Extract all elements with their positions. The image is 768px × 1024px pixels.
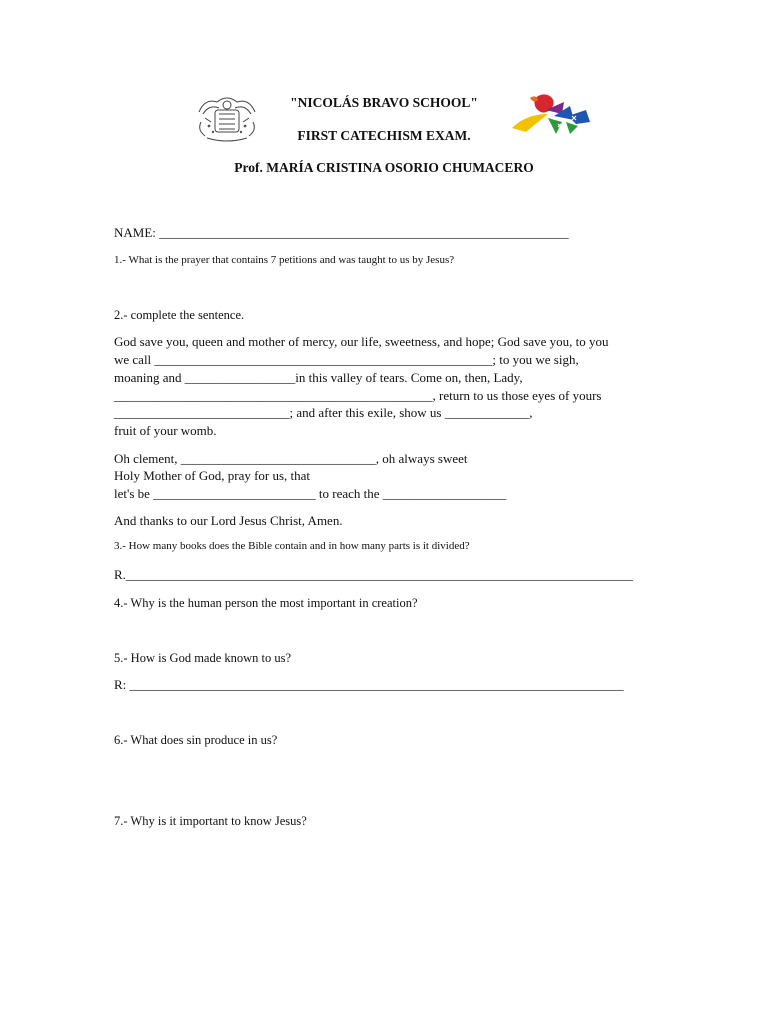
- question-5: 5.- How is God made known to us?: [114, 651, 292, 665]
- answer-3-line[interactable]: R.______________________________________________________________________________: [114, 567, 633, 582]
- prayer-line-5[interactable]: ___________________________; and after this exile, show us _____________,: [114, 405, 533, 420]
- prayer-line-2[interactable]: we call ____________________________________________________; to you we sigh,: [114, 352, 579, 367]
- teacher-name: Prof. MARÍA CRISTINA OSORIO CHUMACERO: [234, 160, 534, 175]
- question-7: 7.- Why is it important to know Jesus?: [114, 814, 307, 828]
- exam-title: FIRST CATECHISM EXAM.: [297, 128, 471, 143]
- prayer-line-4[interactable]: _________________________________________________, return to us those eyes of yours: [114, 388, 602, 403]
- question-4: 4.- Why is the human person the most important in creation?: [114, 596, 418, 610]
- answer-5-line[interactable]: R: ____________________________________________________________________________: [114, 677, 624, 692]
- question-3: 3.- How many books does the Bible contain and in how many parts is it divided?: [114, 540, 470, 552]
- question-2: 2.- complete the sentence.: [114, 308, 245, 322]
- prayer-line-6: fruit of your womb.: [114, 423, 217, 438]
- prayer-line-3[interactable]: moaning and _________________in this valley of tears. Come on, then, Lady,: [114, 370, 523, 385]
- question-6: 6.- What does sin produce in us?: [114, 733, 278, 747]
- name-field[interactable]: NAME: _______________________________________________________________: [114, 225, 569, 240]
- prayer-line-1: God save you, queen and mother of mercy, our life, sweetness, and hope; God save you, to you: [114, 334, 609, 349]
- prayer-line-10: And thanks to our Lord Jesus Christ, Amen.: [114, 513, 343, 528]
- prayer-line-7[interactable]: Oh clement, ______________________________, oh always sweet: [114, 451, 468, 466]
- school-name: "NICOLÁS BRAVO SCHOOL": [290, 95, 478, 110]
- question-1: 1.- What is the prayer that contains 7 petitions and was taught to us by Jesus?: [114, 254, 455, 266]
- prayer-line-8: Holy Mother of God, pray for us, that: [114, 468, 311, 483]
- prayer-line-9[interactable]: let's be _________________________ to reach the ___________________: [114, 486, 507, 501]
